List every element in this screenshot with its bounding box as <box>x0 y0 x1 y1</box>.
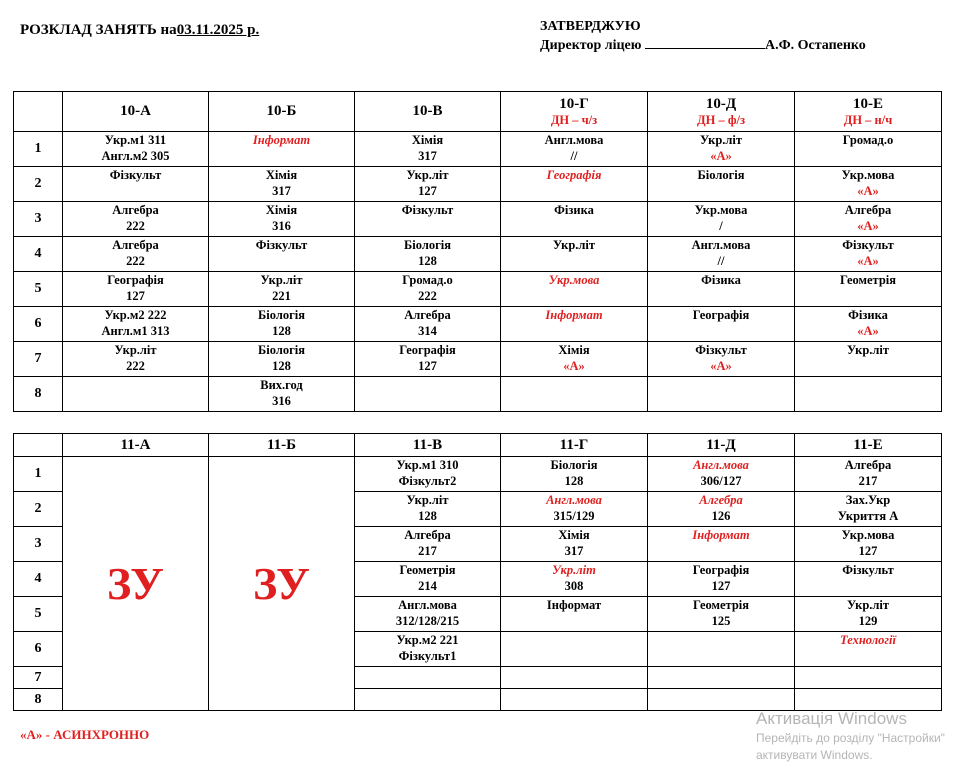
lesson-line: Укр.м2 222 <box>104 308 167 322</box>
table-row <box>14 202 942 237</box>
lesson-cell <box>355 457 501 492</box>
lesson-number: 1 <box>14 132 63 167</box>
lesson-cell <box>501 562 648 597</box>
class-header <box>648 92 795 132</box>
lesson-cell <box>795 597 942 632</box>
lesson-line: 312/128/215 <box>395 614 460 628</box>
class-name: 10-Б <box>266 103 297 119</box>
lesson-line: «А» <box>710 359 732 373</box>
lesson-line: Фізкульт <box>401 203 454 217</box>
lesson-line: Укр.літ <box>406 168 449 182</box>
watermark-line2: Перейдіть до розділу "Настройки" <box>756 731 945 745</box>
lesson-cell <box>501 632 648 667</box>
lesson-cell <box>648 202 795 237</box>
table-row <box>14 342 942 377</box>
lesson-cell <box>501 202 648 237</box>
lesson-cell <box>501 527 648 562</box>
lesson-cell <box>355 527 501 562</box>
lesson-line: Громад.о <box>842 133 894 147</box>
lesson-cell <box>501 167 648 202</box>
class-header <box>63 92 209 132</box>
lesson-line: Укр.м2 221 <box>396 633 459 647</box>
class-subheader: ДН – н/ч <box>843 113 893 127</box>
lesson-cell <box>355 597 501 632</box>
lesson-cell <box>795 492 942 527</box>
lesson-cell <box>501 342 648 377</box>
lesson-cell <box>501 597 648 632</box>
table-row <box>14 272 942 307</box>
lesson-line: Інформат <box>252 133 311 147</box>
lesson-line: Біологія <box>258 308 305 322</box>
lesson-line: 126 <box>711 509 731 523</box>
director-line <box>540 36 866 55</box>
lesson-cell <box>795 527 942 562</box>
lesson-line: Технології <box>840 633 896 647</box>
lesson-cell <box>209 342 355 377</box>
lesson-cell <box>355 667 501 689</box>
lesson-line: Англ.мова <box>398 598 457 612</box>
lesson-cell <box>648 667 795 689</box>
lesson-line: // <box>570 149 578 163</box>
corner-cell <box>14 434 63 457</box>
lesson-line: 314 <box>418 324 437 338</box>
lesson-line: 316 <box>272 394 291 408</box>
lesson-line: Англ.мова <box>693 458 749 472</box>
lesson-cell <box>209 272 355 307</box>
class-name: 10-Г <box>559 96 589 112</box>
lesson-cell <box>501 457 648 492</box>
lesson-cell <box>795 562 942 597</box>
remote-learning-11a: ЗУ <box>63 457 209 711</box>
lesson-cell <box>209 377 355 412</box>
lesson-line: Хімія <box>411 133 444 147</box>
lesson-cell <box>795 377 942 412</box>
schedule-table-11 <box>13 433 942 711</box>
lesson-cell <box>209 167 355 202</box>
lesson-line: 217 <box>418 544 437 558</box>
lesson-cell <box>648 632 795 667</box>
director-name: А.Ф. Остапенко <box>764 38 866 53</box>
lesson-cell <box>355 307 501 342</box>
lesson-line: 128 <box>272 324 291 338</box>
lesson-line: 125 <box>711 614 731 628</box>
watermark-line1: Активація Windows <box>756 709 907 728</box>
lesson-line: Географія <box>107 273 164 287</box>
lesson-line: Алгебра <box>404 528 451 542</box>
table-row <box>14 307 942 342</box>
lesson-cell <box>355 632 501 667</box>
lesson-line: 316 <box>272 219 291 233</box>
class-header: 11-Д <box>648 434 795 457</box>
lesson-line: Географія <box>546 168 602 182</box>
lesson-line: Укр.мова <box>841 168 895 182</box>
lesson-cell <box>63 342 209 377</box>
lesson-cell <box>501 377 648 412</box>
lesson-line: Укр.літ <box>846 598 890 612</box>
lesson-cell <box>501 132 648 167</box>
lesson-cell <box>795 237 942 272</box>
lesson-line: // <box>717 254 725 268</box>
lesson-number: 2 <box>14 167 63 202</box>
lesson-cell <box>795 167 942 202</box>
lesson-line: 222 <box>126 359 145 373</box>
table10-header-row <box>14 92 942 132</box>
lesson-line: Фізкульт <box>842 238 894 252</box>
class-header: 11-В <box>355 434 501 457</box>
class-header: 11-Г <box>501 434 648 457</box>
lesson-cell <box>795 342 942 377</box>
lesson-line: Географія <box>399 343 456 357</box>
lesson-cell <box>648 377 795 412</box>
lesson-line: Англ.м2 305 <box>101 149 170 163</box>
lesson-cell <box>63 202 209 237</box>
lesson-cell <box>63 307 209 342</box>
lesson-line: Хімія <box>265 203 298 217</box>
lesson-line: Біологія <box>404 238 451 252</box>
lesson-number: 7 <box>14 342 63 377</box>
lesson-line: Хімія <box>265 168 298 182</box>
class-header <box>355 92 501 132</box>
lesson-line: 127 <box>418 184 437 198</box>
lesson-number: 4 <box>14 237 63 272</box>
lesson-line: Інформат <box>545 308 603 322</box>
lesson-cell <box>648 307 795 342</box>
legend-async: «А» - АСИНХРОННО <box>20 727 150 742</box>
class-header <box>209 92 355 132</box>
class-header: 11-Б <box>209 434 355 457</box>
lesson-line: Укриття А <box>837 509 899 523</box>
lesson-cell <box>355 492 501 527</box>
lesson-line: Географія <box>692 308 750 322</box>
class-subheader: ДН – ч/з <box>550 113 598 127</box>
lesson-cell <box>795 272 942 307</box>
schedule-table-10 <box>13 91 942 412</box>
lesson-line: 306/127 <box>700 474 742 488</box>
lesson-line: 127 <box>126 289 145 303</box>
title-prefix: РОЗКЛАД ЗАНЯТЬ на <box>20 22 177 38</box>
lesson-cell <box>209 202 355 237</box>
lesson-cell <box>501 492 648 527</box>
class-header: 11-Е <box>795 434 942 457</box>
lesson-cell <box>63 132 209 167</box>
lesson-number: 8 <box>14 689 63 711</box>
lesson-line: Інформат <box>546 598 602 612</box>
lesson-line: Фізкульт <box>695 343 747 357</box>
lesson-line: «А» <box>710 149 732 163</box>
lesson-cell <box>795 132 942 167</box>
lesson-number: 5 <box>14 597 63 632</box>
lesson-line: Укр.літ <box>552 238 596 252</box>
lesson-line: Хімія <box>558 343 590 357</box>
lesson-number: 5 <box>14 272 63 307</box>
lesson-line: 128 <box>418 254 437 268</box>
lesson-line: Фізкульт2 <box>398 474 457 488</box>
table-row <box>14 237 942 272</box>
lesson-line: Англ.мова <box>691 238 751 252</box>
table-row <box>14 377 942 412</box>
class-name: 10-В <box>412 103 443 119</box>
lesson-cell <box>795 202 942 237</box>
lesson-line: Фізкульт1 <box>398 649 457 663</box>
lesson-cell <box>355 562 501 597</box>
lesson-line: «А» <box>857 184 879 198</box>
lesson-cell <box>355 689 501 711</box>
lesson-line: Укр.мова <box>694 203 748 217</box>
lesson-cell <box>795 632 942 667</box>
lesson-line: 128 <box>564 474 584 488</box>
lesson-cell <box>795 457 942 492</box>
lesson-cell <box>355 202 501 237</box>
lesson-cell <box>501 689 648 711</box>
lesson-cell <box>648 167 795 202</box>
lesson-line: 315/129 <box>553 509 595 523</box>
lesson-line: Інформат <box>692 528 750 542</box>
lesson-cell <box>795 667 942 689</box>
lesson-line: 317 <box>418 149 437 163</box>
lesson-line: Укр.мова <box>548 273 600 287</box>
lesson-line: 128 <box>418 509 437 523</box>
table-row <box>14 167 942 202</box>
lesson-line: Біологія <box>258 343 305 357</box>
lesson-line: «А» <box>563 359 585 373</box>
lesson-line: 317 <box>272 184 291 198</box>
lesson-line: Алгебра <box>112 238 159 252</box>
lesson-cell <box>501 307 648 342</box>
lesson-cell <box>63 237 209 272</box>
lesson-line: Географія <box>692 563 750 577</box>
lesson-cell <box>355 167 501 202</box>
lesson-number: 7 <box>14 667 63 689</box>
corner-cell <box>14 92 63 132</box>
lesson-cell <box>648 597 795 632</box>
lesson-cell <box>648 342 795 377</box>
lesson-number: 1 <box>14 457 63 492</box>
lesson-line: Алгебра <box>404 308 451 322</box>
lesson-line: 222 <box>126 219 145 233</box>
lesson-line: 127 <box>418 359 437 373</box>
lesson-line: 308 <box>564 579 584 593</box>
director-label: Директор ліцею <box>540 38 642 53</box>
lesson-number: 6 <box>14 632 63 667</box>
lesson-line: 214 <box>418 579 437 593</box>
lesson-line: «А» <box>857 219 879 233</box>
lesson-line: 127 <box>711 579 731 593</box>
lesson-line: 222 <box>126 254 145 268</box>
lesson-cell <box>209 132 355 167</box>
lesson-cell <box>209 237 355 272</box>
lesson-cell <box>355 132 501 167</box>
lesson-line: Укр.м1 311 <box>104 133 167 147</box>
approve-heading: ЗАТВЕРДЖУЮ <box>540 19 641 34</box>
class-name: 10-А <box>120 103 151 119</box>
lesson-line: Фізкульт <box>255 238 308 252</box>
lesson-line: 221 <box>272 289 291 303</box>
lesson-cell <box>648 527 795 562</box>
lesson-cell <box>63 272 209 307</box>
lesson-line: Англ.мова <box>546 493 602 507</box>
lesson-line: Укр.літ <box>260 273 303 287</box>
lesson-line: Фізика <box>848 308 888 322</box>
lesson-line: Алгебра <box>844 458 892 472</box>
lesson-line: 222 <box>418 289 437 303</box>
table-row <box>14 132 942 167</box>
remote-learning-11b: ЗУ <box>209 457 355 711</box>
lesson-cell <box>501 237 648 272</box>
lesson-cell <box>648 237 795 272</box>
lesson-number: 4 <box>14 562 63 597</box>
lesson-line: 127 <box>858 544 878 558</box>
class-header <box>501 92 648 132</box>
class-subheader: ДН – ф/з <box>697 113 745 127</box>
table-row <box>14 457 942 492</box>
lesson-line: Алгебра <box>699 493 743 507</box>
lesson-line: Хімія <box>558 528 590 542</box>
approval-block <box>540 17 866 55</box>
lesson-line: Укр.мова <box>841 528 895 542</box>
lesson-line: «А» <box>857 254 879 268</box>
lesson-line: Укр.літ <box>552 563 596 577</box>
lesson-line: Фізика <box>554 203 594 217</box>
lesson-line: Вих.год <box>260 378 303 392</box>
lesson-line: 317 <box>564 544 584 558</box>
lesson-number: 3 <box>14 527 63 562</box>
lesson-cell <box>501 272 648 307</box>
lesson-line: 128 <box>272 359 291 373</box>
class-name: 10-Е <box>853 96 883 112</box>
lesson-cell <box>355 272 501 307</box>
lesson-line: «А» <box>857 324 879 338</box>
lesson-line: Громад.о <box>402 273 453 287</box>
lesson-line: Укр.м1 310 <box>396 458 459 472</box>
lesson-number: 8 <box>14 377 63 412</box>
lesson-line: Геометрія <box>839 273 897 287</box>
lesson-cell <box>648 272 795 307</box>
lesson-cell <box>795 307 942 342</box>
lesson-line: Біологія <box>550 458 598 472</box>
lesson-number: 3 <box>14 202 63 237</box>
lesson-line: 129 <box>858 614 878 628</box>
lesson-cell <box>355 342 501 377</box>
lesson-cell <box>501 667 648 689</box>
schedule-title <box>20 22 259 39</box>
lesson-cell <box>355 237 501 272</box>
windows-activation-watermark <box>756 708 963 764</box>
lesson-line: Укр.літ <box>406 493 449 507</box>
class-name: 10-Д <box>705 96 737 112</box>
lesson-line: Укр.літ <box>699 133 743 147</box>
class-header <box>795 92 942 132</box>
lesson-number: 2 <box>14 492 63 527</box>
lesson-line: Англ.м1 313 <box>101 324 170 338</box>
lesson-line: Фізика <box>701 273 741 287</box>
lesson-cell <box>648 457 795 492</box>
signature-line <box>645 38 765 49</box>
lesson-line: Біологія <box>697 168 745 182</box>
schedule-date: 03.11.2025 р. <box>176 22 260 38</box>
lesson-line: Англ.мова <box>544 133 604 147</box>
lesson-line: Зах.Укр <box>845 493 891 507</box>
lesson-cell <box>63 167 209 202</box>
lesson-line: / <box>719 219 723 233</box>
lesson-line: Фізкульт <box>109 168 162 182</box>
class-header: 11-А <box>63 434 209 457</box>
lesson-number: 6 <box>14 307 63 342</box>
lesson-cell <box>355 377 501 412</box>
table11-header-row <box>14 434 942 457</box>
watermark-line3: активувати Windows. <box>756 748 873 762</box>
lesson-line: Геометрія <box>399 563 456 577</box>
lesson-cell <box>63 377 209 412</box>
lesson-line: Фізкульт <box>842 563 894 577</box>
lesson-line: Алгебра <box>112 203 159 217</box>
lesson-line: Алгебра <box>844 203 892 217</box>
lesson-line: 217 <box>858 474 878 488</box>
lesson-cell <box>648 132 795 167</box>
lesson-line: Укр.літ <box>114 343 157 357</box>
lesson-cell <box>648 492 795 527</box>
lesson-line: Укр.літ <box>846 343 890 357</box>
lesson-cell <box>209 307 355 342</box>
lesson-cell <box>648 562 795 597</box>
lesson-line: Геометрія <box>692 598 750 612</box>
